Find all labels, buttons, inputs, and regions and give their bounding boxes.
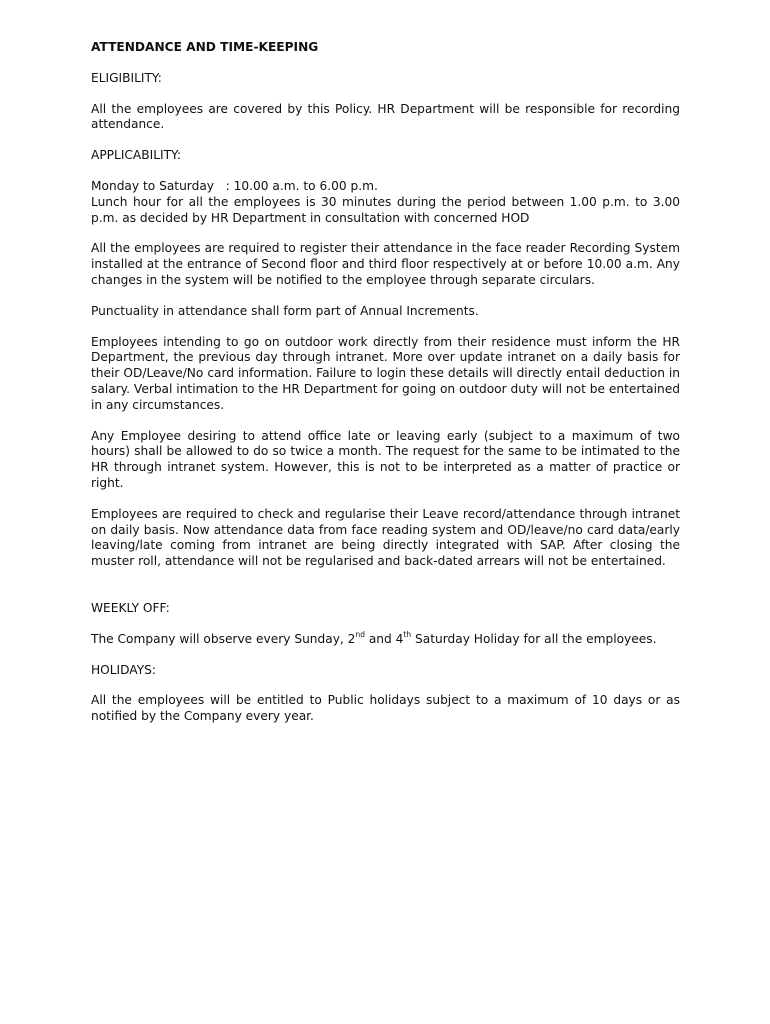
- attendance-registration-text: All the employees are required to register their attendance in the face reader Recording System installed at the entrance of Second floor and third floor respectively at or before 10.00 a.m. Any changes in the system will be notified to the employee through separate circulars.: [91, 241, 680, 287]
- ordinal-suffix-nd: nd: [355, 629, 365, 639]
- applicability-heading: APPLICABILITY:: [91, 148, 181, 163]
- document-title: ATTENDANCE AND TIME-KEEPING: [91, 40, 319, 54]
- weekly-off-heading: WEEKLY OFF:: [91, 600, 170, 615]
- outdoor-work-text: Employees intending to go on outdoor work directly from their residence must inform the HR Department, the previous day through intranet. More over update intranet on a daily basis for their OD/Leave/No card information. Failure to login these details will directly entail deduction in salary. Verbal intimation to the HR Department for going on outdoor duty will not be entertained in any circumstances.: [91, 334, 680, 412]
- weekly-off-text-part2: and 4: [364, 631, 404, 646]
- eligibility-heading: ELIGIBILITY:: [91, 70, 162, 85]
- weekly-off-text-part3: Saturday Holiday for all the employees.: [411, 631, 657, 646]
- ordinal-suffix-th: th: [403, 629, 412, 639]
- working-hours-block: [91, 179, 680, 226]
- timing-line: Monday to Saturday : 10.00 a.m. to 6.00 p.m.: [91, 178, 378, 193]
- holidays-text: All the employees will be entitled to Public holidays subject to a maximum of 10 days or as notified by the Company every year.: [91, 693, 680, 724]
- weekly-off-text: [91, 629, 680, 648]
- eligibility-text: All the employees are covered by this Policy. HR Department will be responsible for recording attendance.: [91, 101, 680, 132]
- holidays-heading: HOLIDAYS:: [91, 662, 156, 677]
- lunch-line: Lunch hour for all the employees is 30 minutes during the period between 1.00 p.m. to 3.00 p.m. as decided by HR Department in consultation with concerned HOD: [91, 194, 680, 225]
- punctuality-text: Punctuality in attendance shall form part of Annual Increments.: [91, 303, 479, 318]
- regularisation-text: Employees are required to check and regularise their Leave record/attendance through intranet on daily basis. Now attendance data from face reading system and OD/leave/no card data/early leaving/late coming from intranet are being directly integrated with SAP. After closing the muster roll, attendance will not be regularised and back-dated arrears will not be entertained.: [91, 506, 680, 569]
- late-arrival-text: Any Employee desiring to attend office late or leaving early (subject to a maximum of two hours) shall be allowed to do so twice a month. The request for the same to be intimated to the HR through intranet system. However, this is not to be interpreted as a matter of practice or right.: [91, 428, 680, 490]
- document-page: [91, 40, 680, 740]
- weekly-off-text-part1: The Company will observe every Sunday, 2: [91, 631, 356, 646]
